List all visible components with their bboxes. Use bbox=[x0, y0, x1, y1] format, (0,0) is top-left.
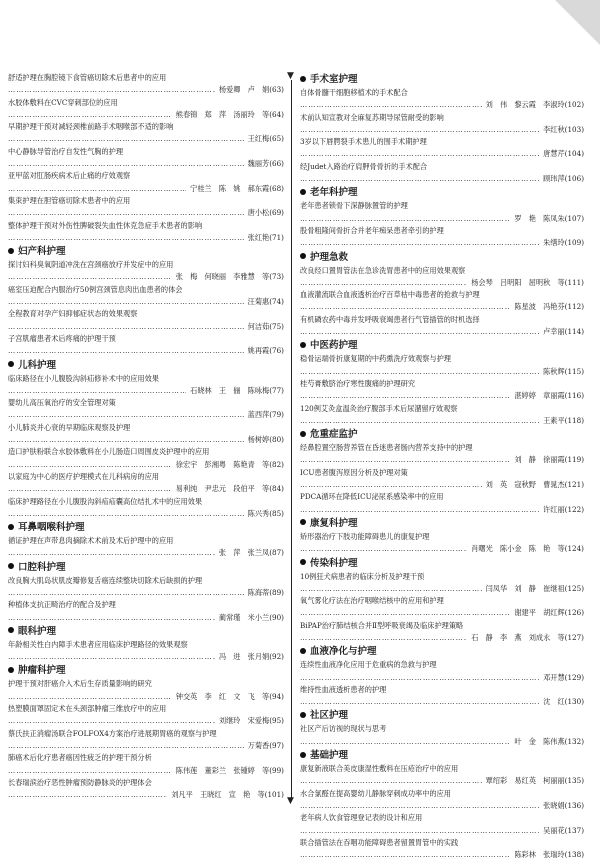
dot-leader bbox=[8, 321, 244, 333]
article-title: 120例艾灸盒温灸治疗腹部手术后尿潴留疗效观察 bbox=[300, 403, 458, 413]
article-title: 有机磷农药中毒并发呼吸衰竭患者行气管插管的时机选择 bbox=[300, 314, 480, 324]
article-title: 维持性血液透析患者的护理 bbox=[300, 684, 387, 694]
article-title: 以家庭为中心的医疗护理模式在儿科病房的应用 bbox=[8, 471, 159, 481]
article-authors-page: 钟交英 李 红 文 飞 等(94) bbox=[175, 691, 284, 701]
section-heading bbox=[300, 749, 584, 763]
article-title: 年龄相关性白内障手术患者应用临床护理路径的效果观察 bbox=[8, 639, 188, 649]
dot-leader bbox=[300, 99, 482, 111]
article-authors-page: 闫凤华 刘 静 崔继祖(125) bbox=[485, 583, 584, 593]
toc-entry[interactable] bbox=[8, 333, 284, 358]
article-authors-page: 蔺常瑾 米小兰(90) bbox=[218, 612, 284, 622]
toc-entry[interactable] bbox=[300, 723, 584, 748]
toc-entry[interactable] bbox=[300, 442, 584, 467]
toc-entry[interactable] bbox=[8, 535, 284, 560]
toc-entry[interactable] bbox=[8, 72, 284, 97]
article-title: 探讨妇科臭氧阴道冲洗在宫颈癌放疗并发症中的应用 bbox=[8, 260, 174, 270]
bullet-dot-icon bbox=[300, 712, 306, 718]
dot-leader bbox=[8, 547, 215, 559]
article-title: 连续性血液净化应用于危重病的急救与护理 bbox=[300, 660, 437, 670]
article-authors-page: 陈秋辉(115) bbox=[543, 366, 584, 376]
dot-leader bbox=[300, 326, 539, 338]
article-title: 桂芍膏敷脐治疗寒性腹痛的护理研究 bbox=[300, 378, 416, 388]
dot-leader bbox=[8, 789, 167, 801]
article-title: 老年患者锁骨下深静脉置管的护理 bbox=[300, 201, 408, 211]
toc-entry[interactable] bbox=[8, 284, 284, 309]
toc-entry[interactable] bbox=[300, 403, 584, 428]
article-title: ICU患者腹泻原因分析及护理对策 bbox=[300, 467, 408, 477]
dot-leader bbox=[300, 849, 510, 861]
toc-entry[interactable] bbox=[300, 378, 584, 403]
article-authors-page: 宁桂兰 陈 姚 郝东霞(68) bbox=[190, 183, 284, 193]
section-heading-label: 眼科护理 bbox=[18, 625, 57, 637]
article-authors-page: 冯 进 张月娟(92) bbox=[218, 652, 284, 662]
article-authors-page: 唐小松(69) bbox=[247, 208, 284, 218]
article-title: 联合插管法在吞咽功能障碍患者留置胃管中的实践 bbox=[300, 837, 459, 847]
article-title: 社区产后访视的现状与思考 bbox=[300, 724, 387, 734]
article-title: 10例狂犬病患者的临床分析及护理干预 bbox=[300, 571, 425, 581]
article-title: 循证护理在声带息肉摘除术术前及术后护理中的应用 bbox=[8, 536, 174, 546]
page-corner-decoration bbox=[555, 0, 600, 45]
dot-leader bbox=[8, 587, 244, 599]
bullet-dot-icon bbox=[8, 627, 14, 633]
dot-leader bbox=[8, 740, 244, 752]
article-authors-page: 许红丽(122) bbox=[543, 504, 584, 514]
toc-entry[interactable] bbox=[8, 373, 284, 398]
article-title: 蔡氏扶正消瘤汤联合FOLFOX4方案治疗进展期胃癌的观察与护理 bbox=[8, 728, 217, 738]
dot-leader bbox=[300, 454, 510, 466]
toc-entry[interactable] bbox=[8, 259, 284, 284]
dot-leader bbox=[300, 124, 539, 136]
article-authors-page: 魏丽芳(66) bbox=[247, 159, 284, 169]
article-authors-page: 杨会琴 吕明阳 屈明秋 等(111) bbox=[471, 277, 584, 287]
article-authors-page: 易利纯 尹忠元 段伯平 等(84) bbox=[175, 484, 284, 494]
bullet-dot-icon bbox=[8, 361, 14, 367]
article-title: 老年病人饮食管理登记表的设计和应用 bbox=[300, 813, 423, 823]
dot-leader bbox=[8, 651, 215, 663]
toc-entry[interactable] bbox=[8, 777, 284, 802]
article-authors-page: 陈伟莲 董彩兰 张锺婷 等(99) bbox=[175, 765, 284, 775]
toc-entry[interactable] bbox=[300, 200, 584, 225]
dot-leader bbox=[300, 583, 482, 595]
article-title: 水合氯醛在提高婴幼儿静脉穿刺成功率中的应用 bbox=[300, 788, 451, 798]
section-heading-label: 血液净化与护理 bbox=[310, 646, 377, 658]
article-title: 长春瑞滨治疗恶性肿瘤预防静脉炎的护理体会 bbox=[8, 777, 152, 787]
article-authors-page: 刘 静 徐丽霞(119) bbox=[514, 455, 584, 465]
section-heading-label: 口腔科护理 bbox=[18, 561, 66, 573]
section-heading-label: 基础护理 bbox=[310, 750, 349, 762]
section-heading bbox=[300, 557, 584, 571]
dot-leader bbox=[300, 504, 539, 516]
toc-entry[interactable] bbox=[8, 97, 284, 122]
section-heading bbox=[8, 521, 284, 535]
dot-leader bbox=[300, 479, 482, 491]
dot-leader bbox=[8, 434, 244, 446]
section-heading-label: 老年科护理 bbox=[310, 187, 358, 199]
dot-leader bbox=[300, 825, 539, 837]
toc-left-column bbox=[8, 72, 284, 801]
article-authors-page: 湛婷婷 章丽霞(116) bbox=[514, 391, 584, 401]
toc-entry[interactable] bbox=[300, 87, 584, 112]
bullet-dot-icon bbox=[300, 431, 306, 437]
article-title: 癌室压迫配合内服治疗50例宫颈管息肉出血患者的体会 bbox=[8, 284, 183, 294]
article-authors-page: 刘凡平 王晓红 宣 艳 等(101) bbox=[171, 790, 284, 800]
dot-leader bbox=[8, 385, 186, 397]
dot-leader bbox=[300, 800, 539, 812]
article-title: 氧气雾化疗法在治疗咽喉结核中的应用和护理 bbox=[300, 596, 444, 606]
dot-leader bbox=[300, 366, 539, 378]
dot-leader bbox=[300, 632, 467, 644]
article-title: 舒适护理在胸腔镜下食管癌切除术后患者中的应用 bbox=[8, 73, 167, 82]
section-heading bbox=[300, 645, 584, 659]
bullet-dot-icon bbox=[300, 189, 306, 195]
article-title: 早期护理干预对减轻颈椎前路手术咽喉部不适的影响 bbox=[8, 122, 174, 132]
dot-leader bbox=[300, 696, 539, 708]
dot-leader bbox=[8, 183, 186, 195]
article-authors-page: 杨爱卿 卢 娟(63) bbox=[218, 85, 284, 95]
toc-entry[interactable] bbox=[300, 136, 584, 161]
toc-entry[interactable] bbox=[300, 161, 584, 186]
dot-leader bbox=[300, 173, 539, 185]
section-heading bbox=[300, 339, 584, 353]
article-authors-page: 陈海蒂(89) bbox=[247, 587, 284, 597]
toc-entry[interactable] bbox=[8, 575, 284, 600]
toc-entry[interactable] bbox=[8, 728, 284, 753]
section-heading bbox=[300, 73, 584, 87]
bullet-dot-icon bbox=[300, 519, 306, 525]
toc-entry[interactable] bbox=[300, 531, 584, 556]
article-authors-page: 王素平(118) bbox=[543, 415, 584, 425]
article-authors-page: 陈星波 冯艳芬(112) bbox=[514, 302, 584, 312]
bullet-dot-icon bbox=[300, 342, 306, 348]
section-heading-label: 肿瘤科护理 bbox=[18, 665, 66, 677]
bullet-dot-icon bbox=[300, 559, 306, 565]
dot-leader bbox=[300, 415, 539, 427]
toc-entry[interactable] bbox=[8, 170, 284, 195]
article-authors-page: 汪菊惠(74) bbox=[247, 297, 284, 307]
article-authors-page: 朱缮玲(109) bbox=[543, 238, 584, 248]
toc-entry[interactable] bbox=[300, 467, 584, 492]
article-title: 子宫肌瘤患者术后疼痛的护理干预 bbox=[8, 333, 116, 343]
bullet-dot-icon bbox=[300, 648, 306, 654]
section-heading bbox=[300, 428, 584, 442]
article-authors-page: 何洁茹(75) bbox=[247, 321, 284, 331]
toc-entry[interactable] bbox=[8, 121, 284, 146]
article-authors-page: 卢幸丽(114) bbox=[543, 327, 584, 337]
article-title: 改良经口置胃管法在急诊洗胃患者中的应用效果观察 bbox=[300, 265, 466, 275]
dot-leader bbox=[8, 691, 172, 703]
bullet-dot-icon bbox=[300, 76, 306, 82]
dot-leader bbox=[8, 483, 172, 495]
section-heading-label: 儿科护理 bbox=[18, 359, 57, 371]
dot-leader bbox=[300, 775, 482, 787]
article-title: 术前认知宣教对全麻复苏期导尿管耐受的影响 bbox=[300, 112, 444, 122]
article-title: 造口护肤粉联合水胶体敷料在小儿肠造口周围皮炎护理中的应用 bbox=[8, 447, 210, 457]
dot-leader bbox=[8, 207, 244, 219]
dot-leader bbox=[8, 296, 244, 308]
article-authors-page: 徐宏宇 彭湘粤 陈艳青 等(82) bbox=[175, 459, 284, 469]
article-title: 临床护理路径在小儿腹股沟斜疝疝囊高位结扎术中的应用效果 bbox=[8, 496, 203, 506]
bullet-dot-icon bbox=[8, 667, 14, 673]
article-title: 3岁以下唇腭裂手术患儿的围手术期护理 bbox=[300, 137, 427, 147]
toc-entry[interactable] bbox=[8, 146, 284, 171]
toc-entry[interactable] bbox=[300, 595, 584, 620]
dot-leader bbox=[8, 158, 244, 170]
section-heading bbox=[8, 359, 284, 373]
toc-entry[interactable] bbox=[300, 659, 584, 684]
dot-leader bbox=[300, 148, 539, 160]
article-title: 整体护理干预对外伤性脾破裂失血性休克急症手术患者的影响 bbox=[8, 220, 203, 230]
bullet-dot-icon bbox=[8, 524, 14, 530]
article-authors-page: 刘继玲 宋爱梅(95) bbox=[218, 716, 284, 726]
article-authors-page: 陈彩林 张瑞玲(138) bbox=[514, 850, 584, 860]
toc-entry[interactable] bbox=[8, 220, 284, 245]
section-heading-label: 护理急救 bbox=[310, 251, 349, 263]
divider-bottom-arrow-icon: ▼ bbox=[287, 796, 294, 806]
section-heading bbox=[300, 709, 584, 723]
toc-entry[interactable] bbox=[8, 703, 284, 728]
dot-leader bbox=[8, 409, 244, 421]
dot-leader bbox=[300, 237, 539, 249]
article-authors-page: 石 静 李 燕 刘成永 等(127) bbox=[471, 632, 584, 642]
toc-entry[interactable] bbox=[8, 471, 284, 496]
article-title: 股骨粗隆间骨折合并老年痴呆患者牵引的护理 bbox=[300, 225, 444, 235]
dot-leader bbox=[300, 543, 467, 555]
section-heading bbox=[300, 186, 584, 200]
toc-entry[interactable] bbox=[8, 496, 284, 521]
toc-entry[interactable] bbox=[300, 763, 584, 788]
article-title: 水胶体敷料在CVC穿刺部位的应用 bbox=[8, 97, 118, 107]
dot-leader bbox=[300, 277, 467, 289]
article-title: 小儿肺炎并心衰的早期临床观察及护理 bbox=[8, 422, 131, 432]
article-authors-page: 姚再霞(76) bbox=[247, 346, 284, 356]
article-title: 矫形器治疗下肢功能障碍患儿的康复护理 bbox=[300, 531, 430, 541]
section-heading-label: 手术室护理 bbox=[310, 74, 358, 85]
article-authors-page: 杨树婷(80) bbox=[247, 435, 284, 445]
article-title: 自体骨髓干细胞移植术的手术配合 bbox=[300, 88, 408, 97]
section-heading bbox=[8, 664, 284, 678]
article-authors-page: 肖曙光 陈小金 陈 艳 等(124) bbox=[471, 544, 584, 554]
divider-top-arrow-icon: ▼ bbox=[287, 71, 294, 81]
article-authors-page: 张晓娟(136) bbox=[543, 800, 584, 810]
section-heading-label: 中医药护理 bbox=[310, 340, 358, 352]
dot-leader bbox=[8, 109, 172, 121]
toc-entry[interactable] bbox=[300, 684, 584, 709]
section-heading-label: 危重症监护 bbox=[310, 429, 358, 441]
dot-leader bbox=[8, 765, 172, 777]
article-authors-page: 谢建平 胡红辉(126) bbox=[514, 608, 584, 618]
toc-entry[interactable] bbox=[8, 678, 284, 703]
toc-entry[interactable] bbox=[8, 752, 284, 777]
bullet-dot-icon bbox=[300, 253, 306, 259]
toc-entry[interactable] bbox=[8, 397, 284, 422]
article-authors-page: 张红艳(71) bbox=[247, 232, 284, 242]
article-title: 改良胸大肌岛状肌皮瓣修复舌癌连续整块切除术后缺损的护理 bbox=[8, 575, 203, 585]
dot-leader bbox=[8, 715, 215, 727]
toc-entry[interactable] bbox=[8, 446, 284, 471]
toc-entry[interactable] bbox=[8, 599, 284, 624]
section-heading bbox=[300, 517, 584, 531]
toc-entry[interactable] bbox=[300, 225, 584, 250]
article-title: 亚甲蓝对肛肠疾病术后止痛的疗效观察 bbox=[8, 171, 131, 181]
column-divider bbox=[291, 80, 292, 800]
toc-entry[interactable] bbox=[8, 422, 284, 447]
dot-leader bbox=[300, 213, 510, 225]
dot-leader bbox=[8, 345, 244, 357]
dot-leader bbox=[8, 459, 172, 471]
article-authors-page: 熊春锦 郑 萍 汤丽玲 等(64) bbox=[175, 109, 284, 119]
toc-right-column bbox=[300, 72, 584, 861]
toc-entry[interactable] bbox=[300, 289, 584, 314]
article-title: PDCA循环在降低ICU泌尿系感染率中的应用 bbox=[300, 492, 444, 502]
article-authors-page: 蓝西萍(79) bbox=[247, 410, 284, 420]
section-heading-label: 康复科护理 bbox=[310, 517, 358, 529]
article-title: 种植体支抗正畸治疗的配合及护理 bbox=[8, 600, 116, 610]
article-title: 婴幼儿高压氧治疗的安全管理对策 bbox=[8, 398, 116, 408]
dot-leader bbox=[8, 84, 215, 96]
toc-entry[interactable] bbox=[300, 620, 584, 645]
toc-entry[interactable] bbox=[300, 812, 584, 837]
article-authors-page: 沈 红(130) bbox=[543, 697, 584, 707]
article-title: 临床路径在小儿腹股沟斜疝修补术中的应用效果 bbox=[8, 373, 159, 383]
toc-entry[interactable] bbox=[300, 314, 584, 339]
article-authors-page: 陈兴秀(85) bbox=[247, 508, 284, 518]
bullet-dot-icon bbox=[300, 752, 306, 758]
toc-entry[interactable] bbox=[300, 353, 584, 378]
dot-leader bbox=[8, 271, 172, 283]
toc-entry[interactable] bbox=[8, 639, 284, 664]
article-title: 经Judet入路治疗肩胛骨骨折的手术配合 bbox=[300, 161, 428, 171]
section-heading bbox=[8, 561, 284, 575]
article-authors-page: 覃绍彩 易红英 柯丽丽(135) bbox=[485, 776, 584, 786]
article-authors-page: 叶 金 陈伟燕(132) bbox=[514, 736, 584, 746]
article-authors-page: 张 梅 何晓丽 李雅慧 等(73) bbox=[175, 272, 284, 282]
article-authors-page: 李红秋(103) bbox=[543, 124, 584, 134]
section-heading bbox=[300, 251, 584, 265]
toc-entry[interactable] bbox=[8, 195, 284, 220]
section-heading-label: 妇产科护理 bbox=[18, 246, 66, 258]
section-heading-label: 传染科护理 bbox=[310, 557, 358, 569]
toc-entry[interactable] bbox=[300, 265, 584, 290]
article-authors-page: 吴丽花(137) bbox=[543, 825, 584, 835]
section-heading bbox=[8, 245, 284, 259]
article-authors-page: 万菊香(97) bbox=[247, 740, 284, 750]
article-title: 经鼻腔置空肠营养管在昏迷患者肠内营养支持中的护理 bbox=[300, 443, 473, 453]
article-title: 稳骨运端骨折康复期的中药熏洗疗效观察与护理 bbox=[300, 354, 451, 364]
article-title: 护理干预对肝癌介入术后生存质量影响的研究 bbox=[8, 679, 152, 689]
dot-leader bbox=[300, 301, 510, 313]
article-authors-page: 石晓林 王 俪 陈咏梅(77) bbox=[190, 385, 284, 395]
bullet-dot-icon bbox=[8, 248, 14, 254]
article-title: 集束护理在胆管癌切除术患者中的应用 bbox=[8, 195, 131, 205]
dot-leader bbox=[8, 508, 244, 520]
dot-leader bbox=[300, 390, 510, 402]
article-title: 血液灌流联合血液透析治疗百草枯中毒患者的抢救与护理 bbox=[300, 290, 480, 300]
dot-leader bbox=[300, 672, 539, 684]
article-authors-page: 顾玮萍(106) bbox=[543, 174, 584, 184]
toc-entry[interactable] bbox=[300, 837, 584, 861]
article-authors-page: 王红梅(65) bbox=[247, 134, 284, 144]
dot-leader bbox=[8, 612, 215, 624]
dot-leader bbox=[8, 133, 244, 145]
section-heading-label: 耳鼻咽喉科护理 bbox=[18, 522, 85, 534]
bullet-dot-icon bbox=[8, 563, 14, 569]
article-authors-page: 刘 伟 黎云霞 李淑玲(102) bbox=[485, 100, 584, 110]
toc-entry[interactable] bbox=[300, 571, 584, 596]
article-authors-page: 刘 英 寇秋野 曹晁杰(121) bbox=[485, 480, 584, 490]
section-heading bbox=[8, 625, 284, 639]
article-authors-page: 邓开慧(129) bbox=[543, 672, 584, 682]
article-title: 康复新液联合美皮康湿性敷料在压疮治疗中的应用 bbox=[300, 764, 459, 774]
dot-leader bbox=[8, 232, 244, 244]
dot-leader bbox=[300, 607, 510, 619]
article-title: 全程教育对孕产妇抑郁症状态的效果观察 bbox=[8, 309, 138, 319]
article-title: 热塑膜面罩固定术在头颈部肿瘤三维放疗中的应用 bbox=[8, 704, 167, 714]
toc-entry[interactable] bbox=[8, 308, 284, 333]
article-authors-page: 罗 艳 陈凤朱(107) bbox=[514, 213, 584, 223]
toc-entry[interactable] bbox=[300, 112, 584, 137]
section-heading-label: 社区护理 bbox=[310, 710, 349, 722]
article-authors-page: 张 萍 张兰凤(87) bbox=[218, 548, 284, 558]
article-title: 肺癌术后化疗患者癌因性疲乏的护理干预分析 bbox=[8, 753, 152, 763]
article-title: BiPAP治疗肺结核合并Ⅱ型呼吸衰竭及临床护理策略 bbox=[300, 620, 464, 630]
toc-entry[interactable] bbox=[300, 491, 584, 516]
article-title: 中心静脉导管治疗自发性气胸的护理 bbox=[8, 146, 124, 156]
article-authors-page: 唐慧芹(104) bbox=[543, 149, 584, 159]
dot-leader bbox=[300, 736, 510, 748]
